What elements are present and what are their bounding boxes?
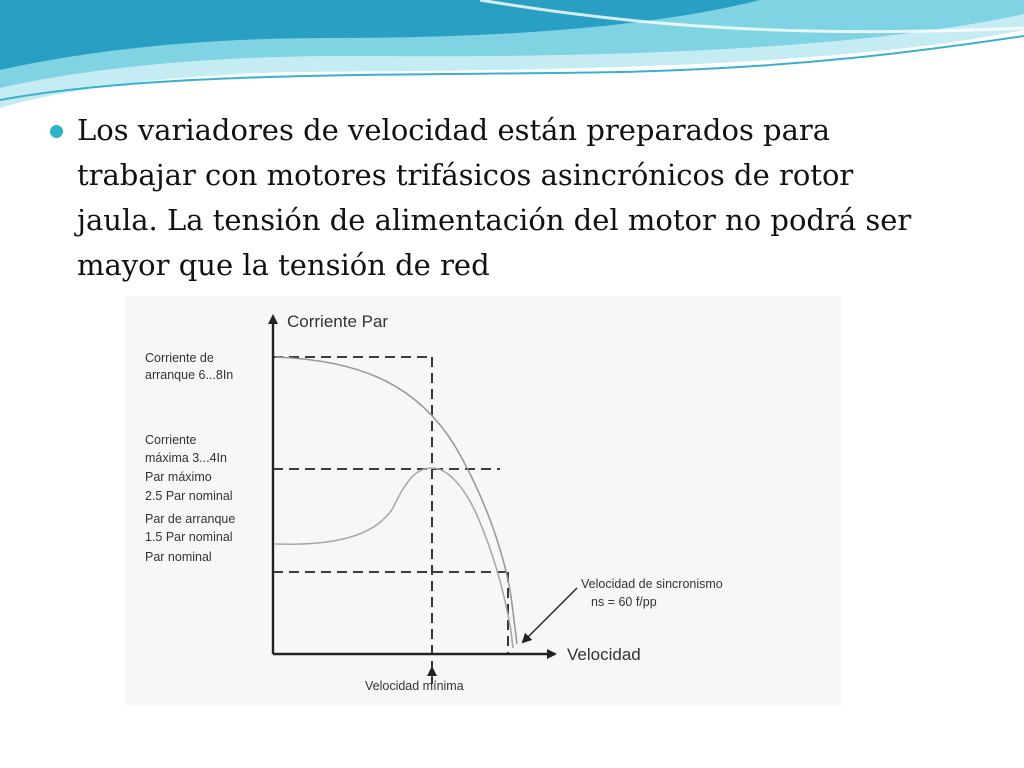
label-corriente-maxima-2: máxima 3...4In [145, 451, 227, 465]
label-velocidad-minima: Velocidad mínima [365, 679, 464, 693]
label-par-arranque-2: 1.5 Par nominal [145, 530, 233, 544]
bullet-block [50, 108, 930, 288]
label-sincronismo-1: Velocidad de sincronismo [581, 577, 723, 591]
label-corriente-arranque-2: arranque 6...8In [145, 368, 234, 382]
label-corriente-arranque-1: Corriente de [145, 351, 214, 365]
sincronismo-pointer [523, 588, 577, 642]
label-par-nominal: Par nominal [145, 550, 212, 564]
header-wave-decoration [0, 0, 1024, 120]
label-par-arranque-1: Par de arranque [145, 512, 236, 526]
x-axis-label: Velocidad [567, 645, 641, 664]
bullet-dot-icon [50, 125, 63, 138]
torque-curve [275, 468, 513, 648]
bullet-text: Los variadores de velocidad están preparados para trabajar con motores trifásicos asincrónicos de rotor jaula. La tensión de alimentación del motor no podrá ser mayor que la tensión de red [77, 113, 912, 282]
label-sincronismo-2: ns = 60 f/pp [591, 595, 657, 609]
y-axis-label: Corriente Par [287, 312, 389, 331]
label-corriente-maxima-1: Corriente [145, 433, 197, 447]
diagram-canvas [125, 296, 841, 706]
torque-current-speed-diagram [125, 296, 841, 706]
label-par-maximo-1: Par máximo [145, 470, 212, 484]
label-par-maximo-2: 2.5 Par nominal [145, 489, 233, 503]
